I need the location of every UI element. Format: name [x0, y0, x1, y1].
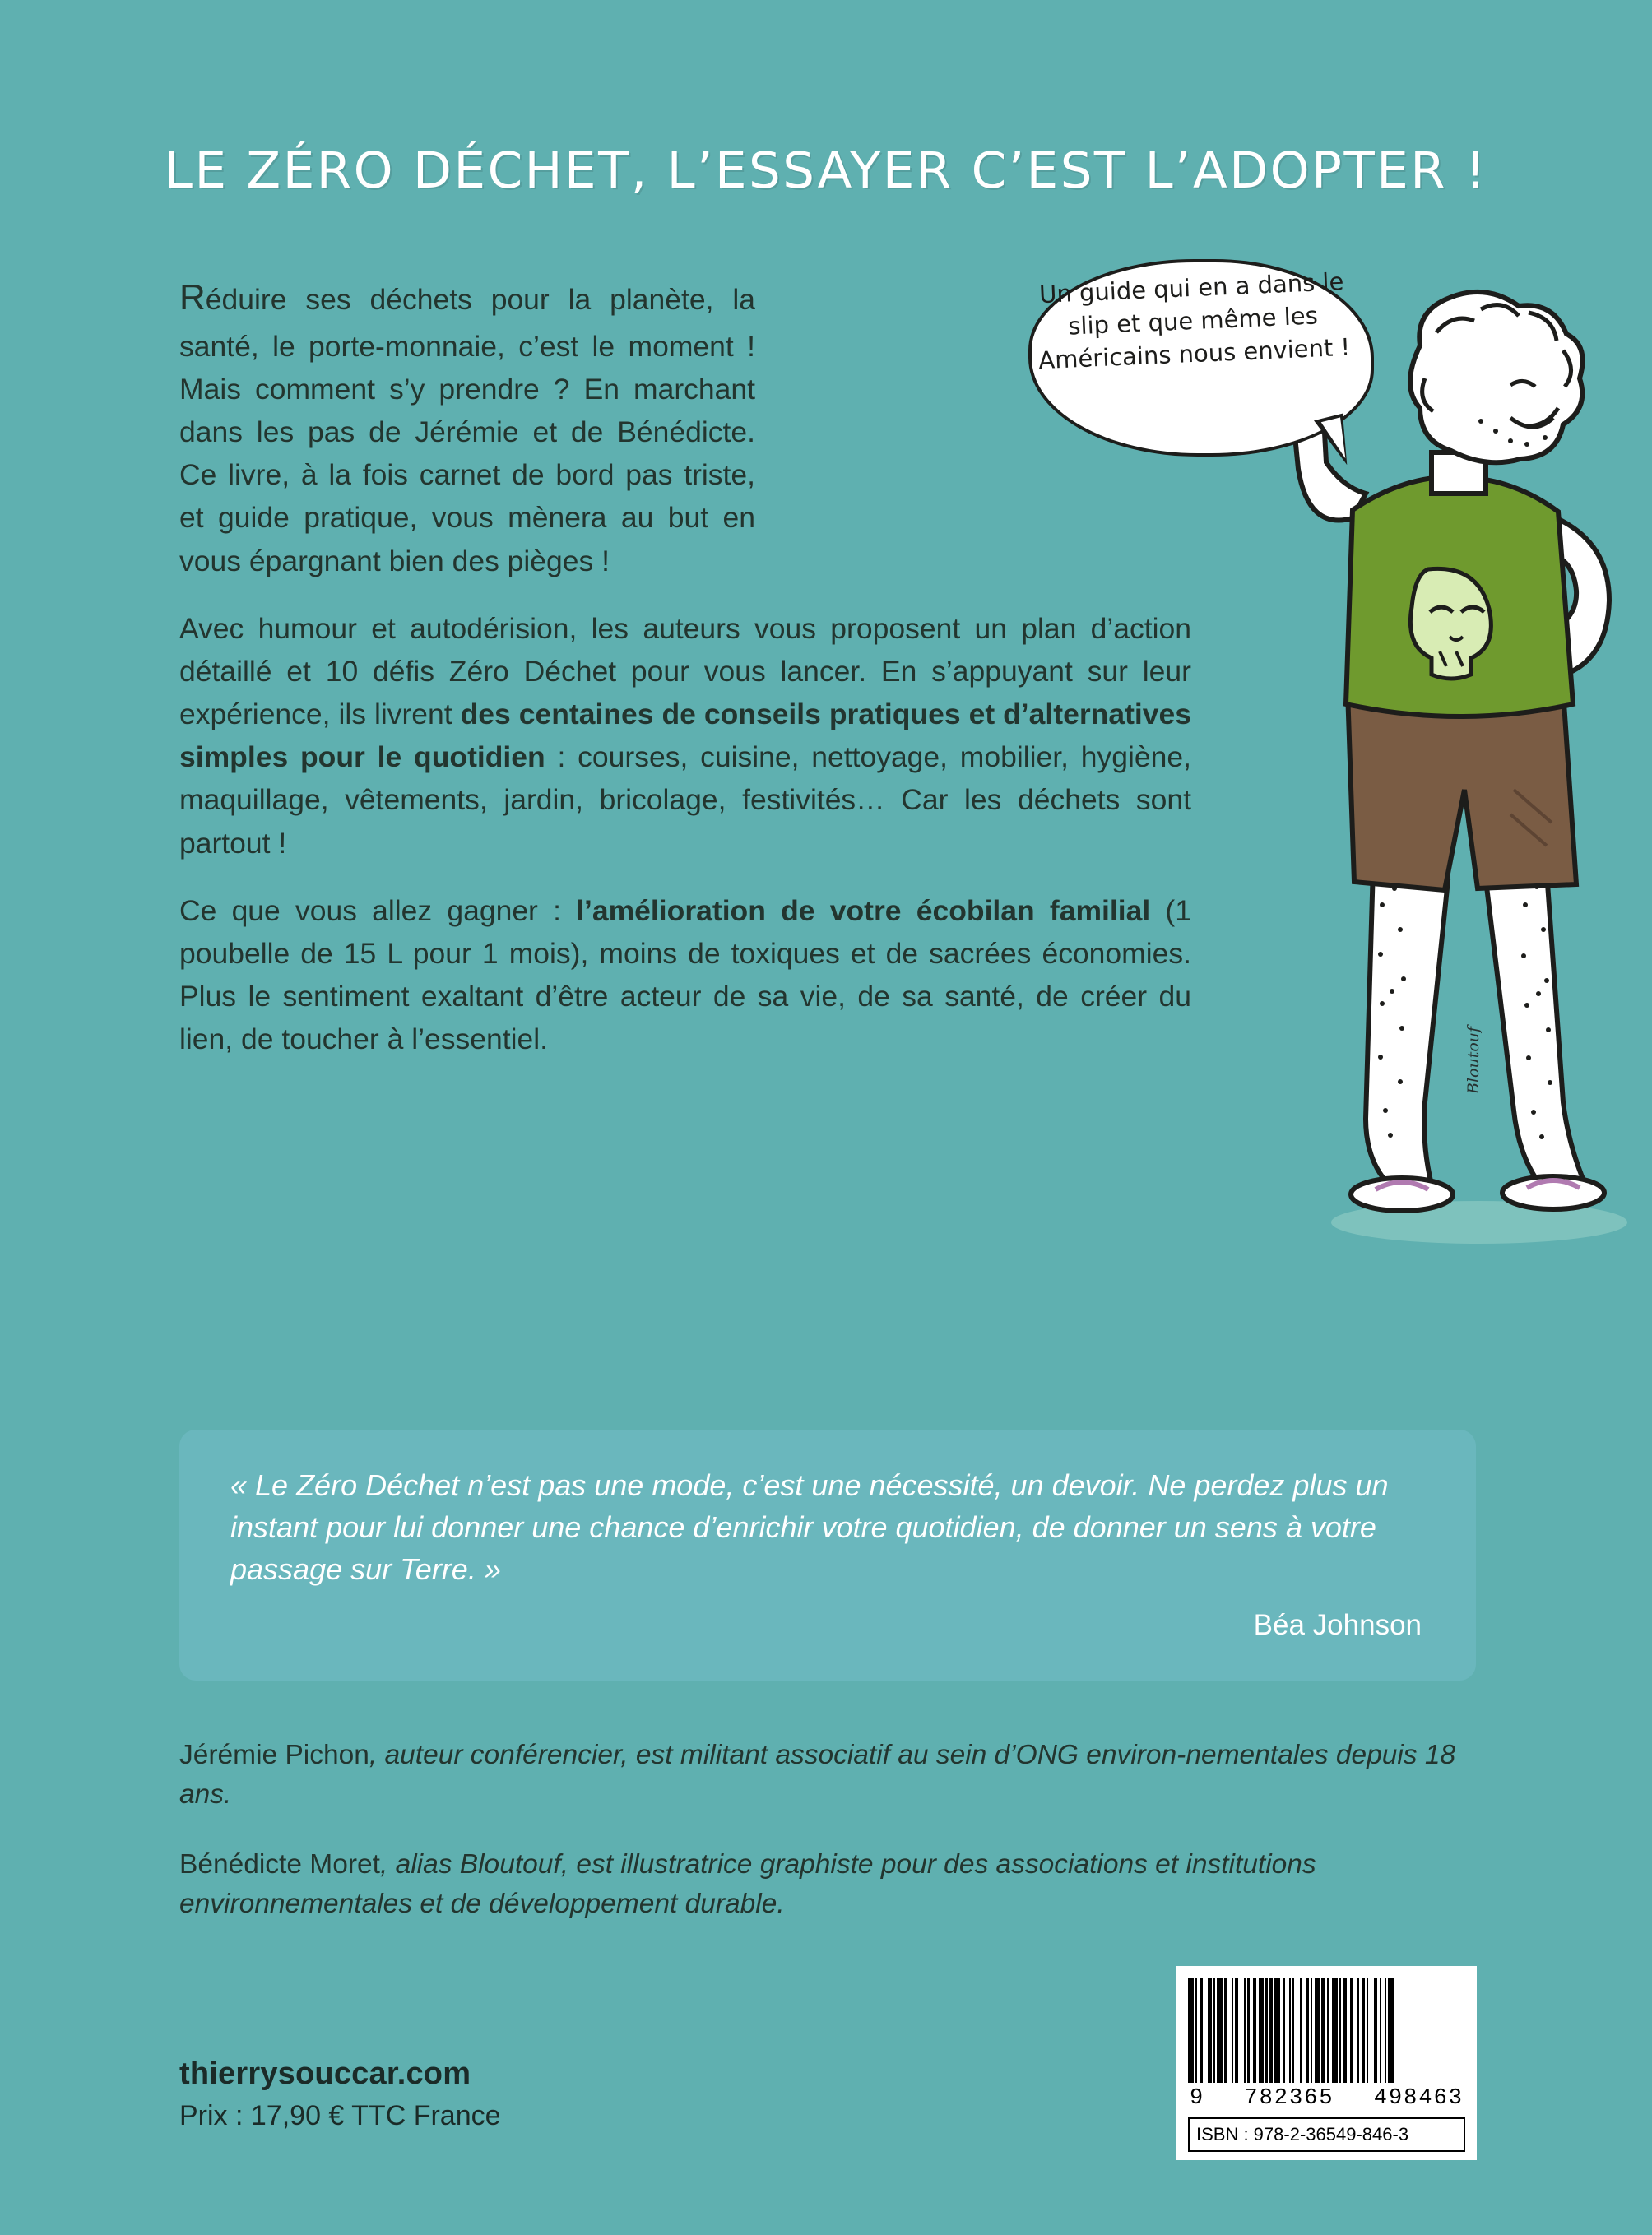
quote-author: Béa Johnson — [1253, 1609, 1422, 1642]
page-title: LE ZÉRO DÉCHET, L’ESSAYER C’EST L’ADOPTER ! — [165, 141, 1487, 200]
paragraph-content-a: Avec humour et autodérision, les auteurs vous proposent un plan d’action détaillé et 10 défis Zéro Déchet pour vous lancer. En s’appuyant sur leur expérience, ils livrent — [179, 611, 1191, 731]
speech-bubble-text: Un guide qui en a dans le slip et que même les Américains nous envient ! — [1037, 267, 1351, 375]
barcode-digits — [1188, 2083, 1465, 2111]
paragraph-benefits-b: (1 poubelle de 15 L pour 1 mois), moins de toxiques et de sacrées économies. Plus le sentiment exaltant d’être acteur de sa vie, de sa santé, de créer du lien, de toucher à l’essentiel. — [179, 893, 1191, 1056]
barcode-group-1: 782365 — [1244, 2086, 1334, 2111]
shorts — [1348, 691, 1576, 890]
price-label: Prix : 17,90 € TTC France — [179, 2100, 501, 2131]
author-bio — [179, 1845, 1479, 1923]
author-name: Bénédicte Moret — [179, 1849, 380, 1880]
paragraph-content-highlight: des centaines de conseils pratiques et d’alternatives simples pour le quotidien — [179, 698, 1191, 774]
quote-box — [179, 1430, 1476, 1681]
author-name: Jérémie Pichon — [179, 1740, 369, 1770]
author-desc: , alias Bloutouf, est illustratrice graphiste pour des associations et institutions environnementales et de développement durable. — [179, 1849, 1316, 1919]
paragraph-benefits-a: Ce que vous allez gagner : — [179, 893, 577, 927]
isbn-label: ISBN : 978-2-36549-846-3 — [1188, 2117, 1465, 2152]
head — [1410, 292, 1583, 462]
author-desc: , auteur conférencier, est militant associatif au sein d’ONG environ-nementales depuis 18 ans. — [179, 1740, 1456, 1810]
barcode-left-digit: 9 — [1190, 2086, 1205, 2111]
author-bios — [179, 1736, 1479, 1954]
author-bio — [179, 1736, 1479, 1814]
drop-cap: R — [179, 277, 206, 318]
barcode — [1176, 1966, 1477, 2160]
quote-text: « Le Zéro Déchet n’est pas une mode, c’est une nécessité, un devoir. Ne perdez plus un instant pour lui donner une chance d’enrichir votre quotidien, de donner un sens à votre passage sur Terre. » — [230, 1468, 1389, 1587]
paragraph-content-b: : courses, cuisine, nettoyage, mobilier, hygiène, maquillage, vêtements, jardin, bricolage, festivités… Car les déchets sont partout ! — [179, 740, 1191, 860]
paragraph-benefits-highlight: l’amélioration de votre écobilan familial — [576, 893, 1151, 927]
paragraph-intro — [179, 271, 755, 582]
barcode-bars — [1188, 1978, 1465, 2083]
artist-signature: Bloutouf — [1464, 1026, 1483, 1094]
publisher-website[interactable]: thierrysouccar.com — [179, 2056, 471, 2091]
barcode-group-2: 498463 — [1373, 2086, 1464, 2111]
publisher-info — [179, 2056, 501, 2132]
character-illustration — [1020, 247, 1613, 1341]
paragraph-intro-text: éduire ses déchets pour la planète, la santé, le porte-monnaie, c’est le moment ! Mais comment s’y prendre ? En marchant dans les pas de Jérémie et de Bénédicte. Ce livre, à la fois carnet de bord pas triste, et guide pratique, vous mènera au but en vous épargnant bien des pièges ! — [179, 283, 755, 577]
